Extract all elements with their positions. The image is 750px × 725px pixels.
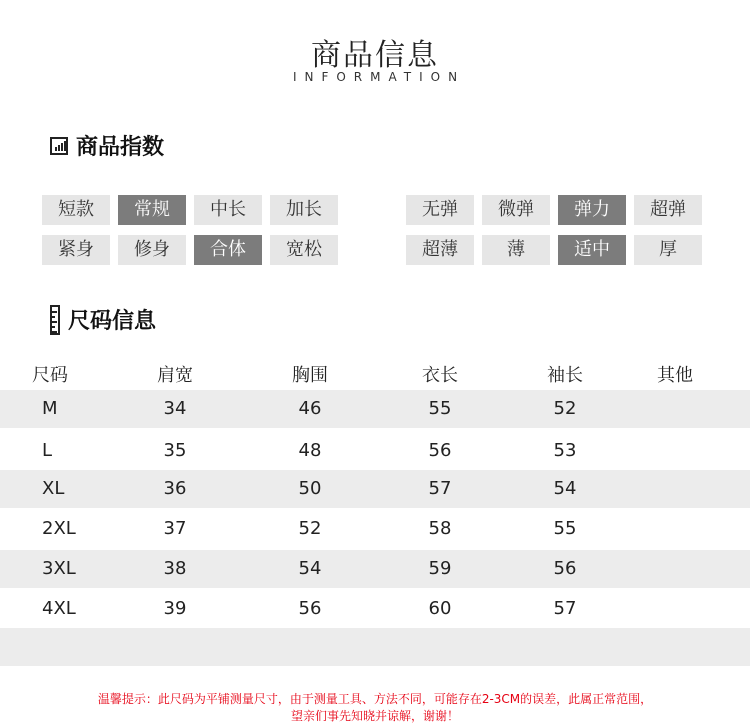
attribute-tag: 短款 <box>42 195 110 225</box>
attribute-tag: 适中 <box>558 235 626 265</box>
cell-sleeve: 57 <box>553 598 577 619</box>
cell-size: XL <box>42 478 65 499</box>
attribute-tag: 超薄 <box>406 235 474 265</box>
cell-length: 57 <box>428 478 452 499</box>
cell-shoulder: 36 <box>163 478 187 499</box>
table-row <box>0 628 750 666</box>
attribute-tag: 中长 <box>194 195 262 225</box>
cell-shoulder: 34 <box>163 398 187 419</box>
table-row <box>0 510 750 548</box>
page-subtitle: INFORMATION <box>292 70 466 84</box>
cell-length: 55 <box>428 398 452 419</box>
size-table-header <box>0 362 750 390</box>
header-sleeve: 袖长 <box>547 365 583 386</box>
attribute-tag: 加长 <box>270 195 338 225</box>
table-row <box>0 590 750 628</box>
cell-chest: 54 <box>298 558 322 579</box>
attribute-tag: 薄 <box>482 235 550 265</box>
cell-size: 4XL <box>42 598 76 619</box>
attribute-tag: 厚 <box>634 235 702 265</box>
cell-sleeve: 55 <box>553 518 577 539</box>
attribute-tag: 紧身 <box>42 235 110 265</box>
cell-length: 59 <box>428 558 452 579</box>
table-row <box>0 390 750 428</box>
cell-chest: 52 <box>298 518 322 539</box>
header-other: 其他 <box>657 365 693 386</box>
cell-chest: 56 <box>298 598 322 619</box>
attribute-tag: 宽松 <box>270 235 338 265</box>
cell-shoulder: 37 <box>163 518 187 539</box>
cell-size: 2XL <box>42 518 76 539</box>
bar-chart-icon <box>50 137 68 155</box>
section-product-index <box>50 130 164 161</box>
cell-chest: 50 <box>298 478 322 499</box>
cell-sleeve: 56 <box>553 558 577 579</box>
cell-length: 56 <box>428 440 452 461</box>
header-shoulder: 肩宽 <box>157 365 193 386</box>
attribute-tag: 合体 <box>194 235 262 265</box>
section-title: 尺码信息 <box>68 309 157 334</box>
cell-size: M <box>42 398 58 419</box>
table-row <box>0 470 750 508</box>
table-row <box>0 550 750 588</box>
cell-size: 3XL <box>42 558 76 579</box>
cell-chest: 46 <box>298 398 322 419</box>
notice-line-1: 温馨提示：此尺码为平铺测量尺寸，由于测量工具、方法不同，可能存在2-3CM的误差，此属正常范围， <box>97 692 653 706</box>
cell-size: L <box>42 440 53 461</box>
attribute-tag: 微弹 <box>482 195 550 225</box>
header-length: 衣长 <box>422 365 458 386</box>
section-title: 商品指数 <box>76 135 165 160</box>
cell-shoulder: 35 <box>163 440 187 461</box>
attribute-tag: 修身 <box>118 235 186 265</box>
attribute-tag: 常规 <box>118 195 186 225</box>
header-size: 尺码 <box>32 365 68 386</box>
table-row <box>0 432 750 470</box>
section-size-info <box>50 304 156 335</box>
cell-chest: 48 <box>298 440 322 461</box>
attribute-tag: 无弹 <box>406 195 474 225</box>
notice-line-2: 望亲们事先知晓并谅解，谢谢！ <box>290 709 459 723</box>
cell-shoulder: 38 <box>163 558 187 579</box>
attribute-tag: 弹力 <box>558 195 626 225</box>
attribute-tag: 超弹 <box>634 195 702 225</box>
page-title: 商品信息 <box>311 38 439 73</box>
cell-sleeve: 53 <box>553 440 577 461</box>
cell-length: 60 <box>428 598 452 619</box>
cell-length: 58 <box>428 518 452 539</box>
header-chest: 胸围 <box>292 365 328 386</box>
cell-sleeve: 54 <box>553 478 577 499</box>
cell-sleeve: 52 <box>553 398 577 419</box>
cell-shoulder: 39 <box>163 598 187 619</box>
ruler-icon <box>50 305 60 335</box>
